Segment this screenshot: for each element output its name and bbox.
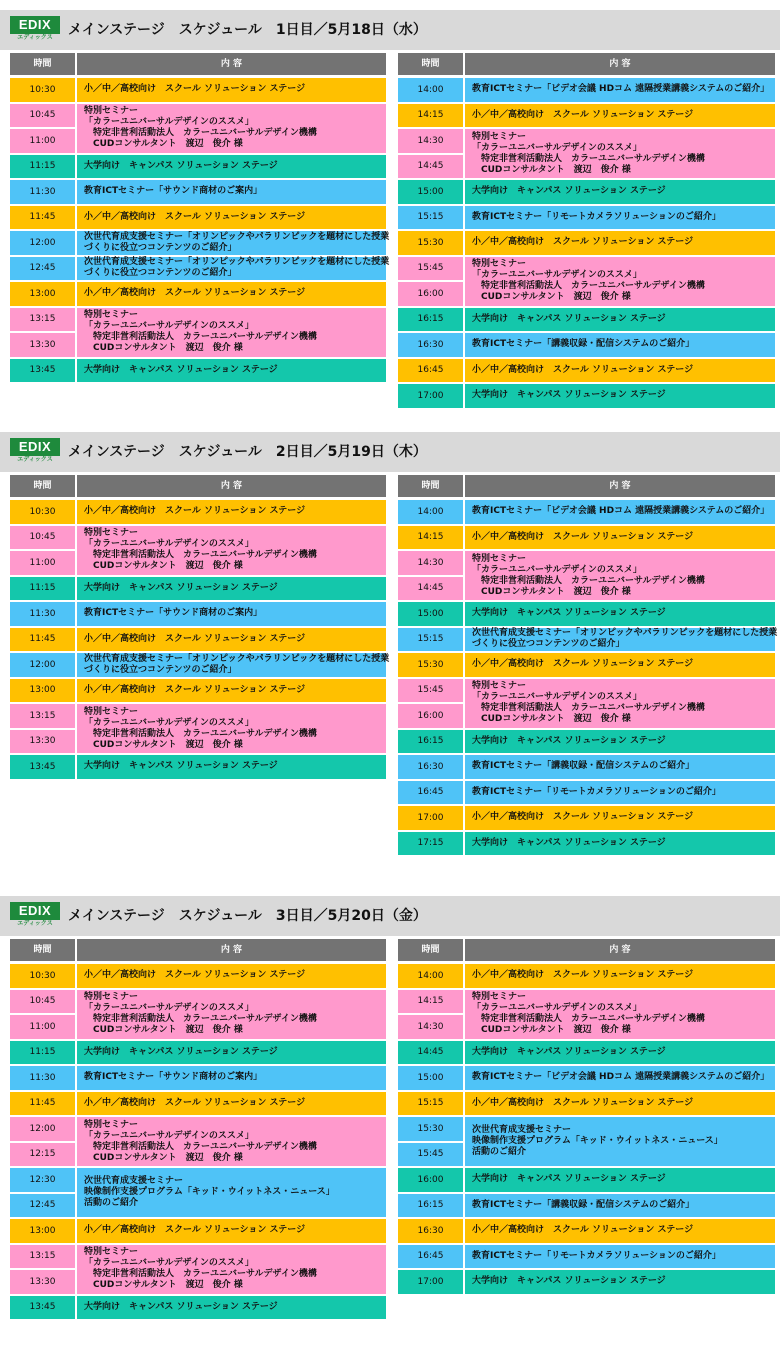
session-text: 教育ICTセミナー「ビデオ会議 HDコム 遠隔授業講義システムのご紹介」 bbox=[472, 506, 770, 517]
time-cell: 15:00 bbox=[398, 602, 463, 626]
time-cell: 14:15 bbox=[398, 526, 463, 550]
session-text: 小／中／高校向け スクール ソリューション ステージ bbox=[84, 633, 306, 644]
session-text: 次世代育成支援セミナー「オリンピックやパラリンピックを題材にした授業 づくりに役立つコンテンツのご紹介」 bbox=[472, 628, 778, 650]
day-title: メインステージ スケジュール 2日目／5月19日（木） bbox=[68, 444, 427, 460]
session-cell bbox=[77, 1296, 386, 1320]
session-text: 大学向け キャンパス ソリューション ステージ bbox=[84, 364, 278, 375]
time-cell: 15:15 bbox=[398, 206, 463, 230]
day-header bbox=[0, 896, 780, 936]
session-text: 大学向け キャンパス ソリューション ステージ bbox=[84, 761, 278, 772]
session-cell bbox=[77, 308, 386, 357]
session-text: 大学向け キャンパス ソリューション ステージ bbox=[84, 1046, 278, 1057]
session-text: 次世代育成支援セミナー「オリンピックやパラリンピックを題材にした授業 づくりに役立つコンテンツのご紹介」 bbox=[84, 653, 390, 675]
time-cell: 16:45 bbox=[398, 359, 463, 383]
session-cell bbox=[465, 1245, 775, 1269]
session-text: 教育ICTセミナー「リモートカメラソリューションのご紹介」 bbox=[472, 211, 721, 222]
session-cell bbox=[465, 832, 775, 856]
time-cell: 13:30 bbox=[10, 730, 75, 754]
time-cell: 14:00 bbox=[398, 500, 463, 524]
session-cell bbox=[77, 359, 386, 383]
time-cell: 10:30 bbox=[10, 78, 75, 102]
session-cell bbox=[77, 206, 386, 230]
column-header-content: 内 容 bbox=[77, 939, 386, 961]
day-title: メインステージ スケジュール 1日目／5月18日（水） bbox=[68, 22, 427, 38]
time-cell: 10:30 bbox=[10, 964, 75, 988]
session-cell bbox=[465, 1219, 775, 1243]
session-cell bbox=[77, 155, 386, 179]
time-cell: 14:15 bbox=[398, 990, 463, 1014]
column-header-time: 時間 bbox=[398, 53, 463, 75]
session-cell bbox=[77, 990, 386, 1039]
time-cell: 15:15 bbox=[398, 1092, 463, 1116]
time-cell: 16:30 bbox=[398, 333, 463, 357]
time-cell: 11:45 bbox=[10, 628, 75, 652]
day-header bbox=[0, 432, 780, 472]
session-text: 教育ICTセミナー「サウンド商材のご案内」 bbox=[84, 1072, 263, 1083]
session-cell bbox=[77, 257, 390, 281]
session-text: 教育ICTセミナー「サウンド商材のご案内」 bbox=[84, 608, 263, 619]
session-cell bbox=[465, 1270, 775, 1294]
session-text: 小／中／高校向け スクール ソリューション ステージ bbox=[84, 1225, 306, 1236]
session-cell bbox=[77, 1092, 386, 1116]
session-text: 教育ICTセミナー「リモートカメラソリューションのご紹介」 bbox=[472, 1250, 721, 1261]
time-cell: 13:45 bbox=[10, 1296, 75, 1320]
time-cell: 14:30 bbox=[398, 129, 463, 153]
time-cell: 14:15 bbox=[398, 104, 463, 128]
time-cell: 15:15 bbox=[398, 628, 463, 652]
edix-logo-subtext: エディックス bbox=[17, 920, 53, 927]
session-cell bbox=[465, 1041, 775, 1065]
session-cell bbox=[465, 628, 778, 652]
session-cell bbox=[465, 1092, 775, 1116]
column-header-time: 時間 bbox=[10, 53, 75, 75]
session-text: 小／中／高校向け スクール ソリューション ステージ bbox=[472, 659, 694, 670]
session-text: 教育ICTセミナー「ビデオ会議 HDコム 遠隔授業講義システムのご紹介」 bbox=[472, 84, 770, 95]
column-header-time: 時間 bbox=[398, 939, 463, 961]
session-text: 大学向け キャンパス ソリューション ステージ bbox=[84, 582, 278, 593]
time-cell: 16:00 bbox=[398, 1168, 463, 1192]
session-text: 教育ICTセミナー「講義収録・配信システムのご紹介」 bbox=[472, 1199, 695, 1210]
time-cell: 11:45 bbox=[10, 206, 75, 230]
column-header-time: 時間 bbox=[10, 475, 75, 497]
session-text: 大学向け キャンパス ソリューション ステージ bbox=[84, 1301, 278, 1312]
session-cell bbox=[465, 500, 775, 524]
session-text: 大学向け キャンパス ソリューション ステージ bbox=[472, 1174, 666, 1185]
session-text: 小／中／高校向け スクール ソリューション ステージ bbox=[472, 531, 694, 542]
column-header-time: 時間 bbox=[398, 475, 463, 497]
session-text: 大学向け キャンパス ソリューション ステージ bbox=[84, 160, 278, 171]
time-cell: 11:45 bbox=[10, 1092, 75, 1116]
session-cell bbox=[77, 577, 386, 601]
session-cell bbox=[77, 628, 386, 652]
time-cell: 11:00 bbox=[10, 551, 75, 575]
session-text: 小／中／高校向け スクール ソリューション ステージ bbox=[472, 1225, 694, 1236]
column-header-content: 内 容 bbox=[465, 53, 775, 75]
edix-logo-subtext: エディックス bbox=[17, 456, 53, 463]
column-header-content: 内 容 bbox=[77, 53, 386, 75]
time-cell: 15:45 bbox=[398, 679, 463, 703]
time-cell: 10:45 bbox=[10, 526, 75, 550]
session-text: 次世代育成支援セミナー 映像制作支援プログラム「キッド・ウイットネス・ニュース」 活動のご紹介 bbox=[472, 1125, 723, 1157]
edix-logo bbox=[10, 902, 60, 928]
session-text: 特別セミナー 「カラーユニバーサルデザインのススメ」 特定非営利活動法人 カラーユニバーサルデザイン機構 CUDコンサルタント 渡辺 俊介 様 bbox=[84, 992, 317, 1035]
session-text: 次世代育成支援セミナー 映像制作支援プログラム「キッド・ウイットネス・ニュース」 活動のご紹介 bbox=[84, 1176, 335, 1208]
session-text: 特別セミナー 「カラーユニバーサルデザインのススメ」 特定非営利活動法人 カラーユニバーサルデザイン機構 CUDコンサルタント 渡辺 俊介 様 bbox=[84, 706, 317, 750]
session-text: 特別セミナー 「カラーユニバーサルデザインのススメ」 特定非営利活動法人 カラーユニバーサルデザイン機構 CUDコンサルタント 渡辺 俊介 様 bbox=[472, 553, 705, 597]
time-cell: 10:45 bbox=[10, 104, 75, 128]
time-cell: 12:00 bbox=[10, 1117, 75, 1141]
session-cell bbox=[465, 526, 775, 550]
session-cell bbox=[77, 1117, 386, 1166]
session-cell bbox=[465, 333, 775, 357]
time-cell: 15:30 bbox=[398, 231, 463, 255]
time-cell: 16:15 bbox=[398, 308, 463, 332]
time-cell: 13:30 bbox=[10, 1270, 75, 1294]
session-text: 小／中／高校向け スクール ソリューション ステージ bbox=[84, 1097, 306, 1108]
time-cell: 12:15 bbox=[10, 1143, 75, 1167]
session-cell bbox=[77, 964, 386, 988]
session-cell bbox=[465, 755, 775, 779]
session-cell bbox=[77, 602, 386, 626]
session-text: 小／中／高校向け スクール ソリューション ステージ bbox=[472, 237, 694, 248]
session-text: 小／中／高校向け スクール ソリューション ステージ bbox=[84, 684, 306, 695]
session-cell bbox=[465, 1117, 775, 1166]
session-text: 大学向け キャンパス ソリューション ステージ bbox=[472, 186, 666, 197]
time-cell: 17:15 bbox=[398, 832, 463, 856]
session-cell bbox=[465, 806, 775, 830]
session-text: 特別セミナー 「カラーユニバーサルデザインのススメ」 特定非営利活動法人 カラーユニバーサルデザイン機構 CUDコンサルタント 渡辺 俊介 様 bbox=[472, 681, 705, 724]
session-text: 小／中／高校向け スクール ソリューション ステージ bbox=[472, 109, 694, 120]
time-cell: 15:00 bbox=[398, 180, 463, 204]
session-text: 大学向け キャンパス ソリューション ステージ bbox=[472, 1276, 666, 1287]
session-cell bbox=[77, 755, 386, 779]
time-cell: 13:00 bbox=[10, 1219, 75, 1243]
session-cell bbox=[465, 730, 775, 754]
session-cell bbox=[465, 257, 775, 306]
time-cell: 16:45 bbox=[398, 781, 463, 805]
session-text: 大学向け キャンパス ソリューション ステージ bbox=[472, 608, 666, 619]
time-cell: 11:30 bbox=[10, 602, 75, 626]
session-text: 特別セミナー 「カラーユニバーサルデザインのススメ」 特定非営利活動法人 カラーユニバーサルデザイン機構 CUDコンサルタント 渡辺 俊介 様 bbox=[84, 1119, 317, 1163]
session-text: 教育ICTセミナー「サウンド商材のご案内」 bbox=[84, 186, 263, 197]
time-cell: 11:00 bbox=[10, 1015, 75, 1039]
session-cell bbox=[465, 602, 775, 626]
session-text: 小／中／高校向け スクール ソリューション ステージ bbox=[84, 288, 306, 299]
column-header-content: 内 容 bbox=[465, 939, 775, 961]
time-cell: 12:30 bbox=[10, 1168, 75, 1192]
session-text: 大学向け キャンパス ソリューション ステージ bbox=[472, 1046, 666, 1057]
time-cell: 16:30 bbox=[398, 755, 463, 779]
session-cell bbox=[77, 1219, 386, 1243]
time-cell: 12:45 bbox=[10, 1194, 75, 1218]
session-cell bbox=[465, 384, 775, 408]
time-cell: 11:15 bbox=[10, 577, 75, 601]
time-cell: 15:45 bbox=[398, 257, 463, 281]
day-section bbox=[0, 896, 780, 1316]
time-cell: 15:30 bbox=[398, 653, 463, 677]
time-cell: 14:00 bbox=[398, 78, 463, 102]
edix-logo-text: EDIX bbox=[10, 438, 60, 456]
session-cell bbox=[77, 1041, 386, 1065]
session-text: 教育ICTセミナー「リモートカメラソリューションのご紹介」 bbox=[472, 786, 721, 797]
session-cell bbox=[77, 500, 386, 524]
time-cell: 10:45 bbox=[10, 990, 75, 1014]
time-cell: 11:15 bbox=[10, 155, 75, 179]
time-cell: 10:30 bbox=[10, 500, 75, 524]
session-cell bbox=[77, 282, 386, 306]
session-cell bbox=[465, 781, 775, 805]
time-cell: 14:45 bbox=[398, 577, 463, 601]
time-cell: 11:30 bbox=[10, 1066, 75, 1090]
session-text: 特別セミナー 「カラーユニバーサルデザインのススメ」 特定非営利活動法人 カラーユニバーサルデザイン機構 CUDコンサルタント 渡辺 俊介 様 bbox=[472, 992, 705, 1035]
session-cell bbox=[77, 1066, 386, 1090]
session-text: 特別セミナー 「カラーユニバーサルデザインのススメ」 特定非営利活動法人 カラーユニバーサルデザイン機構 CUDコンサルタント 渡辺 俊介 様 bbox=[84, 1247, 317, 1290]
session-text: 次世代育成支援セミナー「オリンピックやパラリンピックを題材にした授業 づくりに役立つコンテンツのご紹介」 bbox=[84, 231, 390, 253]
session-cell bbox=[77, 104, 386, 153]
session-cell bbox=[465, 104, 775, 128]
time-cell: 14:30 bbox=[398, 551, 463, 575]
session-cell bbox=[465, 1168, 775, 1192]
session-cell bbox=[77, 180, 386, 204]
time-cell: 13:15 bbox=[10, 308, 75, 332]
session-cell bbox=[465, 359, 775, 383]
session-cell bbox=[77, 704, 386, 753]
session-text: 特別セミナー 「カラーユニバーサルデザインのススメ」 特定非営利活動法人 カラーユニバーサルデザイン機構 CUDコンサルタント 渡辺 俊介 様 bbox=[84, 310, 317, 353]
session-cell bbox=[465, 206, 775, 230]
edix-logo-subtext: エディックス bbox=[17, 34, 53, 41]
session-text: 大学向け キャンパス ソリューション ステージ bbox=[472, 390, 666, 401]
time-cell: 12:00 bbox=[10, 231, 75, 255]
time-cell: 14:30 bbox=[398, 1015, 463, 1039]
session-text: 小／中／高校向け スクール ソリューション ステージ bbox=[472, 970, 694, 981]
session-text: 教育ICTセミナー「講義収録・配信システムのご紹介」 bbox=[472, 339, 695, 350]
session-cell bbox=[77, 679, 386, 703]
time-cell: 11:15 bbox=[10, 1041, 75, 1065]
column-header-content: 内 容 bbox=[77, 475, 386, 497]
time-cell: 14:45 bbox=[398, 155, 463, 179]
session-text: 小／中／高校向け スクール ソリューション ステージ bbox=[84, 970, 306, 981]
session-text: 小／中／高校向け スクール ソリューション ステージ bbox=[472, 1097, 694, 1108]
session-cell bbox=[77, 78, 386, 102]
session-text: 大学向け キャンパス ソリューション ステージ bbox=[472, 837, 666, 848]
session-text: 小／中／高校向け スクール ソリューション ステージ bbox=[84, 211, 306, 222]
session-cell bbox=[77, 231, 390, 255]
time-cell: 16:15 bbox=[398, 1194, 463, 1218]
session-cell bbox=[465, 964, 775, 988]
session-cell bbox=[465, 180, 775, 204]
session-cell bbox=[465, 308, 775, 332]
time-cell: 12:45 bbox=[10, 257, 75, 281]
session-cell bbox=[465, 1066, 775, 1090]
session-text: 小／中／高校向け スクール ソリューション ステージ bbox=[84, 84, 306, 95]
time-cell: 13:30 bbox=[10, 333, 75, 357]
edix-logo bbox=[10, 16, 60, 42]
session-text: 次世代育成支援セミナー「オリンピックやパラリンピックを題材にした授業 づくりに役立つコンテンツのご紹介」 bbox=[84, 257, 390, 279]
session-cell bbox=[465, 1194, 775, 1218]
edix-logo bbox=[10, 438, 60, 464]
time-cell: 14:00 bbox=[398, 964, 463, 988]
column-header-time: 時間 bbox=[10, 939, 75, 961]
time-cell: 17:00 bbox=[398, 384, 463, 408]
session-text: 小／中／高校向け スクール ソリューション ステージ bbox=[84, 506, 306, 517]
time-cell: 13:00 bbox=[10, 282, 75, 306]
time-cell: 15:00 bbox=[398, 1066, 463, 1090]
session-text: 大学向け キャンパス ソリューション ステージ bbox=[472, 313, 666, 324]
time-cell: 17:00 bbox=[398, 1270, 463, 1294]
session-text: 小／中／高校向け スクール ソリューション ステージ bbox=[472, 364, 694, 375]
edix-logo-text: EDIX bbox=[10, 16, 60, 34]
session-cell bbox=[465, 129, 775, 178]
time-cell: 13:45 bbox=[10, 755, 75, 779]
session-cell bbox=[77, 1168, 386, 1217]
session-cell bbox=[77, 1245, 386, 1294]
day-title: メインステージ スケジュール 3日目／5月20日（金） bbox=[68, 908, 427, 924]
time-cell: 16:15 bbox=[398, 730, 463, 754]
session-cell bbox=[465, 653, 775, 677]
time-cell: 11:00 bbox=[10, 129, 75, 153]
time-cell: 16:30 bbox=[398, 1219, 463, 1243]
session-cell bbox=[77, 653, 390, 677]
session-cell bbox=[465, 990, 775, 1039]
time-cell: 15:45 bbox=[398, 1143, 463, 1167]
time-cell: 15:30 bbox=[398, 1117, 463, 1141]
time-cell: 16:45 bbox=[398, 1245, 463, 1269]
session-text: 特別セミナー 「カラーユニバーサルデザインのススメ」 特定非営利活動法人 カラーユニバーサルデザイン機構 CUDコンサルタント 渡辺 俊介 様 bbox=[472, 259, 705, 302]
time-cell: 13:15 bbox=[10, 704, 75, 728]
column-header-content: 内 容 bbox=[465, 475, 775, 497]
day-section bbox=[0, 10, 780, 430]
session-cell bbox=[465, 679, 775, 728]
session-cell bbox=[465, 78, 775, 102]
session-text: 大学向け キャンパス ソリューション ステージ bbox=[472, 735, 666, 746]
time-cell: 13:00 bbox=[10, 679, 75, 703]
session-cell bbox=[465, 231, 775, 255]
session-cell bbox=[77, 526, 386, 575]
time-cell: 16:00 bbox=[398, 282, 463, 306]
time-cell: 13:45 bbox=[10, 359, 75, 383]
time-cell: 13:15 bbox=[10, 1245, 75, 1269]
time-cell: 12:00 bbox=[10, 653, 75, 677]
session-text: 特別セミナー 「カラーユニバーサルデザインのススメ」 特定非営利活動法人 カラーユニバーサルデザイン機構 CUDコンサルタント 渡辺 俊介 様 bbox=[84, 106, 317, 149]
edix-logo-text: EDIX bbox=[10, 902, 60, 920]
session-text: 教育ICTセミナー「講義収録・配信システムのご紹介」 bbox=[472, 761, 695, 772]
day-header bbox=[0, 10, 780, 50]
session-cell bbox=[465, 551, 775, 600]
session-text: 小／中／高校向け スクール ソリューション ステージ bbox=[472, 812, 694, 823]
time-cell: 16:00 bbox=[398, 704, 463, 728]
day-section bbox=[0, 432, 780, 852]
time-cell: 17:00 bbox=[398, 806, 463, 830]
session-text: 特別セミナー 「カラーユニバーサルデザインのススメ」 特定非営利活動法人 カラーユニバーサルデザイン機構 CUDコンサルタント 渡辺 俊介 様 bbox=[84, 528, 317, 571]
time-cell: 11:30 bbox=[10, 180, 75, 204]
session-text: 特別セミナー 「カラーユニバーサルデザインのススメ」 特定非営利活動法人 カラーユニバーサルデザイン機構 CUDコンサルタント 渡辺 俊介 様 bbox=[472, 131, 705, 175]
session-text: 教育ICTセミナー「ビデオ会議 HDコム 遠隔授業講義システムのご紹介」 bbox=[472, 1072, 770, 1083]
time-cell: 14:45 bbox=[398, 1041, 463, 1065]
